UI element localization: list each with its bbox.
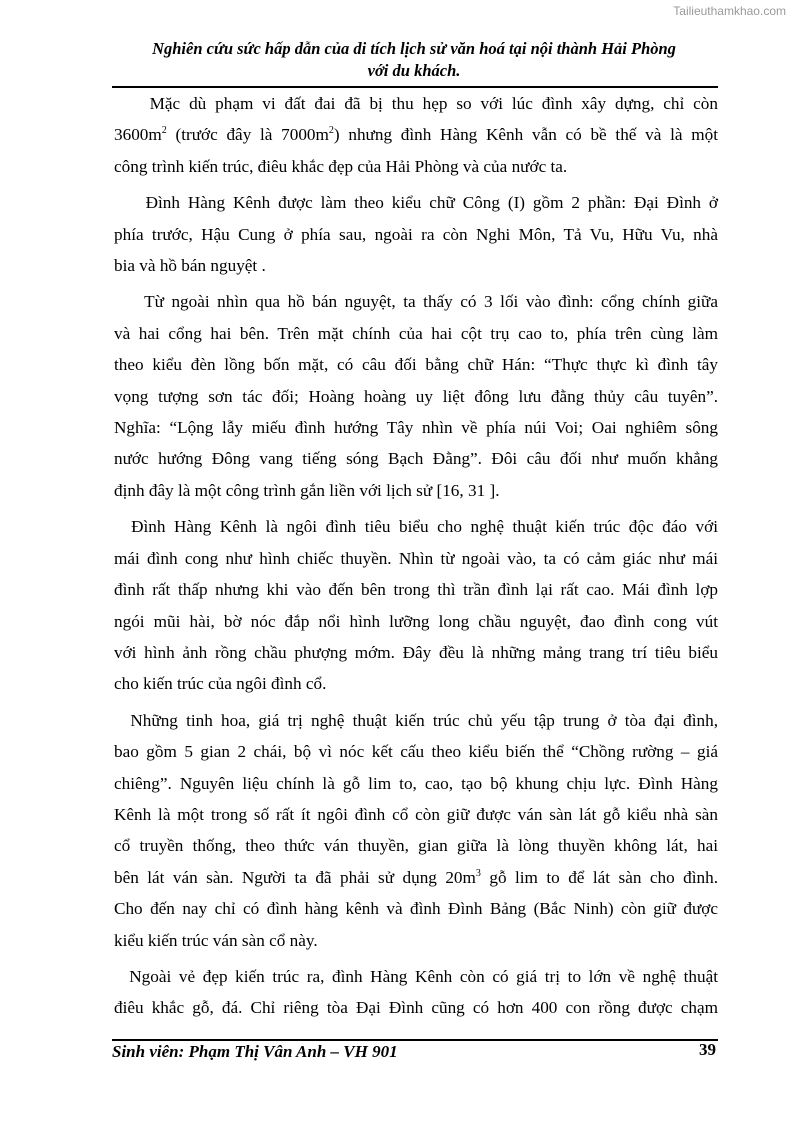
text-line: công trình kiến trúc, điêu khắc đẹp của Hải Phòng và của nước ta. [114,156,568,176]
paragraph-6 [114,961,718,1024]
text-line: Mặc dù phạm vi đất đai đã bị thu hẹp so với lúc đình xây dựng, chỉ còn [114,94,718,113]
paragraph-2 [114,187,718,281]
text-line: Những tinh hoa, giá trị nghệ thuật kiến trúc chủ yếu tập trung ở tòa đại đình, [114,710,719,730]
text-line: bia và hồ bán nguyệt . [114,256,266,276]
watermark-text: Tailieuthamkhao.com [673,4,786,18]
text-line: với hình ảnh rồng chầu phượng mớm. Đây đều là những mảng trang trí tiêu biểu [114,642,718,662]
text-line: Cho đến nay chỉ có đình hàng kênh và đình Đình Bảng (Bắc Ninh) còn giữ được [114,899,718,919]
paragraph-3 [114,286,718,506]
text-line: và hai cổng hai bên. Trên mặt chính của hai cột trụ cao to, phía trên cùng làm [114,323,718,343]
paragraph-5 [114,705,718,956]
running-header [112,38,716,82]
text-line: theo kiểu đèn lồng bốn mặt, có câu đối bằng chữ Hán: “Thực thực kì đình tây [114,355,718,375]
text-line: bên lát ván sàn. Người ta đã phải sử dụng $20m^3$ gỗ lim to để lát sàn cho đình. [114,867,718,887]
text-line: $3600m^2$ (trước đây là $7000m^2$) nhưng đình Hàng Kênh vẫn có bề thế và là một [114,125,718,145]
text-line: định đây là một công trình gắn liền với lịch sử [16, 31 ]. [114,480,500,500]
text-line: cổ truyền thống, theo thức ván thuyền, gian giữa là lòng thuyền không lát, hai [114,836,718,856]
text-line: mái đình cong như hình chiếc thuyền. Nhìn từ ngoài vào, ta có cảm giác như mái [114,548,718,568]
text-line: chiêng”. Nguyên liệu chính là gỗ lim to, cao, tạo bộ khung chịu lực. Đình Hàng [114,773,718,793]
text-line: Kênh là một trong số rất ít ngôi đình cổ còn giữ được ván sàn lát gỗ kiểu nhà sàn [114,804,718,824]
document-body [114,88,718,1029]
footer-author: Sinh viên: Phạm Thị Vân Anh – VH 901 [112,1042,398,1061]
text-line: phía trước, Hậu Cung ở phía sau, ngoài ra còn Nghi Môn, Tả Vu, Hữu Vu, nhà [114,224,718,244]
text-line: Ngoài vẻ đẹp kiến trúc ra, đình Hàng Kênh còn có giá trị to lớn về nghệ thuật [114,966,718,986]
paragraph-4 [114,511,718,699]
text-line: Từ ngoài nhìn qua hồ bán nguyệt, ta thấy có 3 lối vào đình: cổng chính giữa [114,292,718,312]
text-line: Đình Hàng Kênh là ngôi đình tiêu biểu cho nghệ thuật kiến trúc độc đáo với [114,517,718,537]
text-line: vọng tượng sơn tác đối; Hoàng hoàng uy liệt đông lưu đằng thủy câu tuyên”. [114,386,718,406]
text-line: điêu khắc gỗ, đá. Chỉ riêng tòa Đại Đình cũng có hơn 400 con rồng được chạm [114,998,718,1018]
text-line: cho kiến trúc của ngôi đình cổ. [114,674,327,694]
footer-divider [112,1039,718,1041]
text-line: nước hướng Đông vang tiếng sóng Bạch Đằng”. Đôi câu đối như muốn khẳng [114,449,718,469]
header-line-2: với du khách. [367,61,461,80]
header-line-1: Nghiên cứu sức hấp dẫn của di tích lịch sử văn hoá tại nội thành Hải Phòng [152,39,676,58]
text-line: Đình Hàng Kênh được làm theo kiểu chữ Công (I) gồm 2 phần: Đại Đình ở [114,193,719,213]
paragraph-1 [114,88,718,182]
text-line: ngói mũi hài, bờ nóc đắp nổi hình lưỡng long chầu nguyệt, đao đình cong vút [114,611,718,631]
text-line: Nghĩa: “Lộng lẫy miếu đình hướng Tây nhìn về phía núi Voi; Oai nghiêm sông [114,418,718,438]
text-line: kiểu kiến trúc ván sàn cổ này. [114,930,318,950]
text-line: đình rất thấp nhưng khi vào đến bên trong thì trần đình lại rất cao. Mái đình lợp [114,580,718,600]
page-number: 39 [699,1040,716,1059]
text-line: bao gồm 5 gian 2 chái, bộ vì nóc kết cấu theo kiểu biến thể “Chồng rường – giá [114,742,718,762]
